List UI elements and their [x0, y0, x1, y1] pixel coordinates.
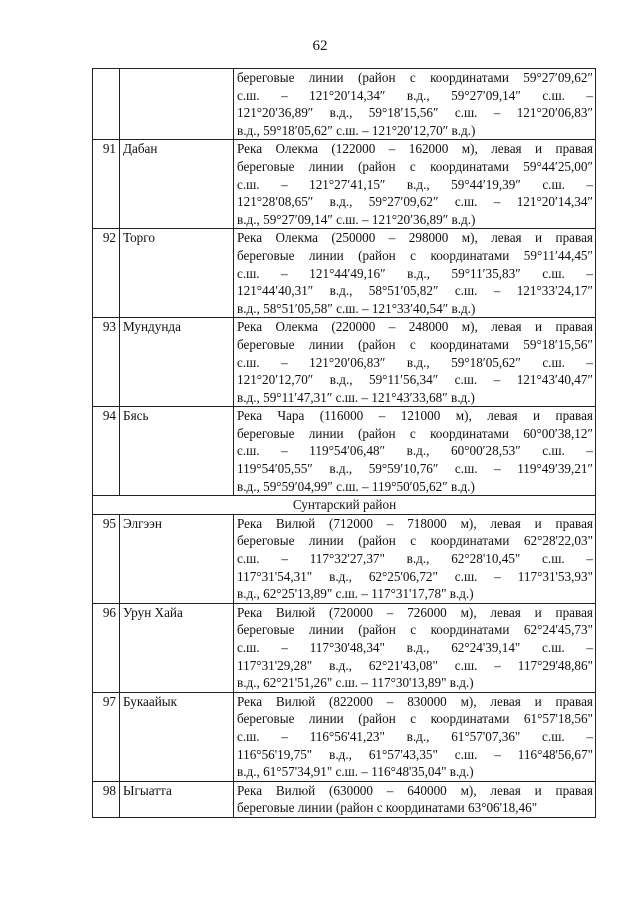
- table-row: [93, 140, 596, 229]
- row-number: [93, 69, 120, 140]
- description-line: в.д., 59°11′47,31″ с.ш. – 121°43′33,68″ в.д.): [237, 389, 475, 405]
- description-line: Река Олекма (122000 – 162000 м), левая и правая: [237, 141, 593, 157]
- description-line: 121°20′36,89″ в.д., 59°18′15,56″ с.ш. – 121°20′06,83″: [237, 105, 593, 121]
- row-number: 94: [93, 407, 120, 496]
- site-description: [234, 514, 596, 603]
- site-name: Дабан: [120, 140, 234, 229]
- site-description: [234, 318, 596, 407]
- row-number: 92: [93, 229, 120, 318]
- description-line: с.ш. – 117°30'48,34" в.д., 62°24'39,14" с.ш. –: [237, 640, 593, 655]
- description-line: Река Вилюй (630000 – 640000 м), левая и правая: [237, 782, 593, 798]
- description-line: 121°20′12,70″ в.д., 59°11′56,34″ с.ш. – 121°43′40,47″: [237, 372, 593, 388]
- description-line: 119°54′05,55″ в.д., 59°59′10,76″ с.ш. – 119°49′39,21″: [237, 461, 593, 477]
- site-name: Мундунда: [120, 318, 234, 407]
- row-number: 91: [93, 140, 120, 229]
- site-description: [234, 781, 596, 817]
- row-number: 93: [93, 318, 120, 407]
- description-line: 117°31'29,28" в.д., 62°21'43,08" с.ш. – 117°29'48,86": [237, 657, 593, 673]
- description-line: 121°44′40,31″ в.д., 58°51′05,82″ с.ш. – 121°33′24,17″: [237, 283, 593, 299]
- section-title: Сунтарский район: [93, 496, 596, 515]
- site-name: Букаайык: [120, 692, 234, 781]
- description-line: береговые линии (район с координатами 59°27′09,62″: [237, 70, 593, 85]
- site-name: Элгээн: [120, 514, 234, 603]
- description-line: Река Чара (116000 – 121000 м), левая и правая: [237, 408, 593, 424]
- description-line: Река Олекма (250000 – 298000 м), левая и правая: [237, 230, 593, 246]
- description-line: 117°31'54,31" в.д., 62°25'06,72" с.ш. – 117°31'53,93": [237, 568, 593, 584]
- description-line: береговые линии (район с координатами 61°57'18,56": [237, 711, 593, 727]
- description-line: с.ш. – 119°54′06,48″ в.д., 60°00′28,53″ с.ш. –: [237, 443, 593, 459]
- site-name: Ыгыатта: [120, 781, 234, 817]
- site-name: Бясь: [120, 407, 234, 496]
- site-description: [234, 407, 596, 496]
- section-row: [93, 496, 596, 515]
- rows-group-before: [93, 69, 596, 496]
- description-line: береговые линии (район с координатами 59°18′15,56″: [237, 336, 593, 352]
- table-row: [93, 603, 596, 692]
- description-line: береговые линии (район с координатами 60°00′38,12″: [237, 425, 593, 441]
- description-line: Река Вилюй (720000 – 726000 м), левая и правая: [237, 604, 593, 620]
- description-line: в.д., 59°59′04,99″ с.ш. – 119°50′05,62″ в.д.): [237, 478, 475, 494]
- table-row: [93, 69, 596, 140]
- table-row: [93, 229, 596, 318]
- description-line: береговые линии (район с координатами 62°28'22,03": [237, 533, 593, 549]
- site-description: [234, 229, 596, 318]
- description-line: в.д., 59°27′09,14″ с.ш. – 121°20′36,89″ в.д.): [237, 211, 476, 227]
- site-description: [234, 69, 596, 140]
- row-number: 95: [93, 514, 120, 603]
- description-line: Река Вилюй (822000 – 830000 м), левая и правая: [237, 693, 593, 709]
- description-line: 121°28′08,65″ в.д., 59°27′09,62″ с.ш. – 121°20′14,34″: [237, 194, 593, 210]
- site-name: Торго: [120, 229, 234, 318]
- description-line: с.ш. – 121°27′41,15″ в.д., 59°44′19,39″ с.ш. –: [237, 176, 593, 192]
- table-row: [93, 318, 596, 407]
- locations-table: [92, 68, 596, 818]
- description-line: в.д., 59°18′05,62″ с.ш. – 121°20′12,70″ в.д.): [237, 122, 476, 138]
- description-line: береговые линии (район с координатами 59°11′44,45″: [237, 247, 593, 263]
- description-line: береговые линии (район с координатами 63°06'18,46": [237, 800, 538, 816]
- description-line: в.д., 62°25'13,89" с.ш. – 117°31'17,78" в.д.): [237, 586, 474, 602]
- table-row: [93, 781, 596, 817]
- description-line: с.ш. – 121°44′49,16″ в.д., 59°11′35,83″ с.ш. –: [237, 265, 593, 281]
- site-description: [234, 692, 596, 781]
- description-line: Река Олекма (220000 – 248000 м), левая и правая: [237, 319, 593, 335]
- description-line: 116°56'19,75" в.д., 61°57'43,35" с.ш. – 116°48'56,67": [237, 746, 593, 762]
- description-line: береговые линии (район с координатами 59°44′25,00″: [237, 158, 593, 174]
- page-number: 62: [312, 38, 328, 54]
- site-name: Урун Хайа: [120, 603, 234, 692]
- row-number: 97: [93, 692, 120, 781]
- site-name: [120, 69, 234, 140]
- rows-group-after: [93, 514, 596, 817]
- site-description: [234, 140, 596, 229]
- description-line: в.д., 62°21'51,26" с.ш. – 117°30'13,89" в.д.): [237, 675, 474, 691]
- description-line: в.д., 58°51′05,58″ с.ш. – 121°33′40,54″ в.д.): [237, 300, 476, 316]
- row-number: 96: [93, 603, 120, 692]
- description-line: в.д., 61°57'34,91" с.ш. – 116°48'35,04" в.д.): [237, 764, 474, 780]
- row-number: 98: [93, 781, 120, 817]
- section-group: [93, 496, 596, 515]
- description-line: береговые линии (район с координатами 62°24'45,73": [237, 622, 593, 638]
- description-line: с.ш. – 116°56'41,23" в.д., 61°57'07,36" с.ш. –: [237, 728, 593, 744]
- table-row: [93, 407, 596, 496]
- description-line: с.ш. – 121°20′14,34″ в.д., 59°27′09,14″ с.ш. –: [237, 87, 593, 103]
- table-row: [93, 514, 596, 603]
- table-row: [93, 692, 596, 781]
- description-line: Река Вилюй (712000 – 718000 м), левая и правая: [237, 515, 593, 531]
- description-line: с.ш. – 121°20′06,83″ в.д., 59°18′05,62″ с.ш. –: [237, 354, 593, 370]
- description-line: с.ш. – 117°32'27,37" в.д., 62°28'10,45" с.ш. –: [237, 551, 593, 567]
- site-description: [234, 603, 596, 692]
